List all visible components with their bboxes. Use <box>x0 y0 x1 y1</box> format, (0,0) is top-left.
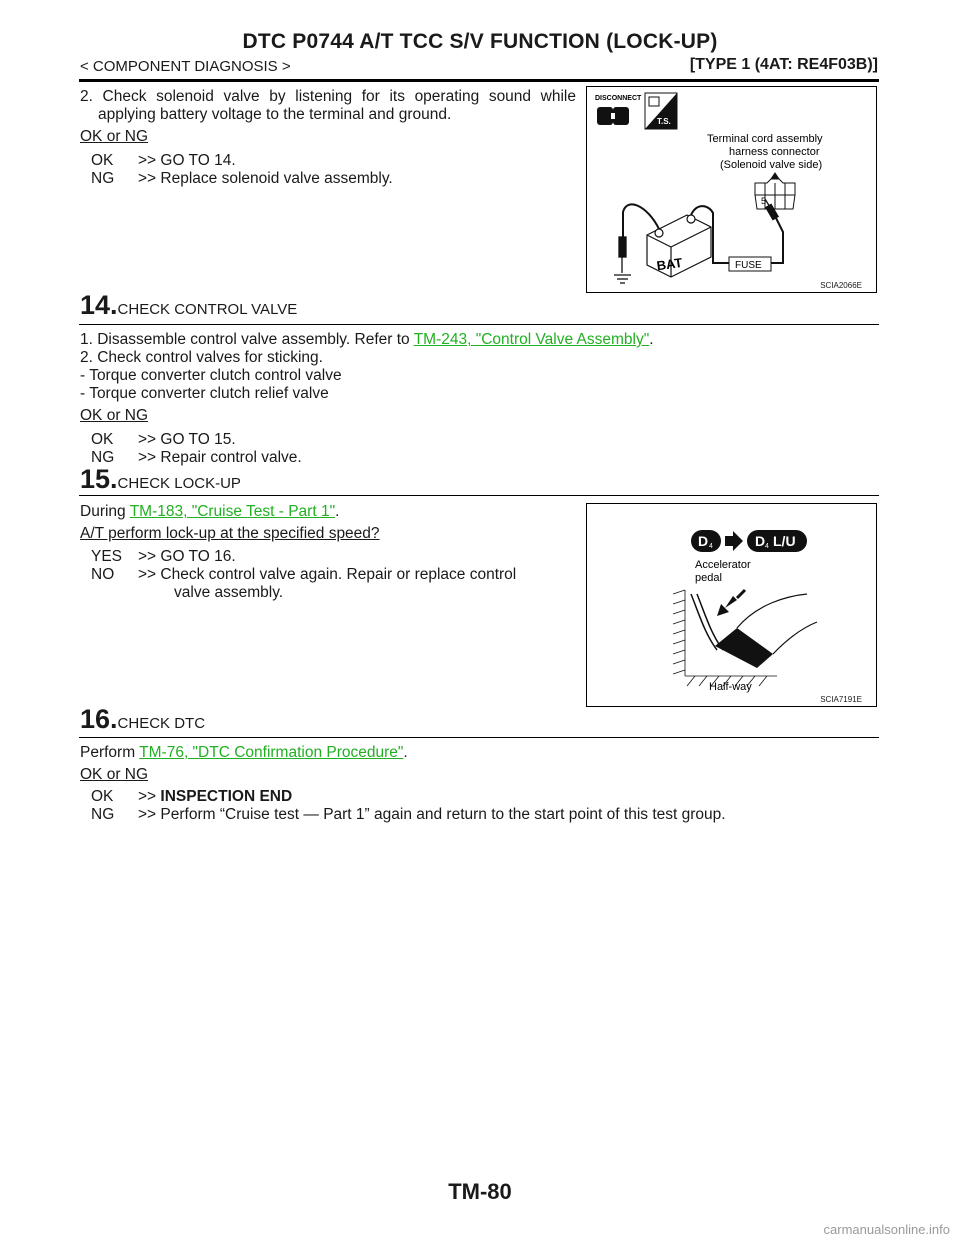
lu-badge <box>747 530 807 552</box>
figure2-code: SCIA7191E <box>820 695 862 704</box>
model-label: [TYPE 1 (4AT: RE4F03B)] <box>689 56 878 73</box>
step-15-during: During TM-183, "Cruise Test - Part 1". <box>80 503 340 520</box>
page-number: TM-80 <box>448 1179 512 1204</box>
d4-sub: 4 <box>709 543 713 550</box>
figure2-label-1: Accelerator <box>695 559 751 571</box>
step-14-line-4: - Torque converter clutch relief valve <box>80 385 329 402</box>
header-rule <box>79 79 879 82</box>
lu-sub: 4 <box>765 543 769 550</box>
lu-prefix: D <box>755 533 766 549</box>
step-16-ok-answer: OK >> INSPECTION END <box>91 788 293 805</box>
step-16-perform: Perform TM-76, "DTC Confirmation Procedure". <box>80 744 408 761</box>
dtc-confirmation-link[interactable]: TM-76, "DTC Confirmation Procedure" <box>139 744 404 761</box>
section-label: < COMPONENT DIAGNOSIS > <box>80 58 291 75</box>
solenoid-test-figure <box>586 86 877 293</box>
d4-label: D <box>698 533 709 549</box>
step-14-ok-answer: OK >> GO TO 15. <box>91 431 236 448</box>
step-14-line-2: 2. Check control valves for sticking. <box>80 349 323 366</box>
d4-badge <box>691 530 721 552</box>
step-15-yes-answer: YES >> GO TO 16. <box>91 548 236 565</box>
disconnect-connector-icon <box>597 107 629 125</box>
intro-question: OK or NG <box>80 128 149 145</box>
intro-ok-answer: OK >> GO TO 14. <box>91 152 236 169</box>
foot-icon <box>715 594 817 668</box>
terminal-number: 5 <box>761 196 767 206</box>
solenoid-test-diagram <box>587 87 876 292</box>
figure1-label-2: harness connector <box>729 146 820 158</box>
arrow-icon <box>725 531 743 551</box>
battery-label: BAT <box>655 254 684 274</box>
cruise-test-link[interactable]: TM-183, "Cruise Test - Part 1" <box>129 503 336 520</box>
step-14-line-1: 1. Disassemble control valve assembly. Refer to TM-243, "Control Valve Assembly". <box>80 331 654 348</box>
lockup-pedal-diagram <box>587 504 876 706</box>
step-14-rule <box>79 324 879 325</box>
ts-icon <box>645 93 677 129</box>
intro-line-2: applying battery voltage to the terminal and ground. <box>98 106 452 123</box>
step-16-question: OK or NG <box>80 766 149 783</box>
step-15-no-answer-cont: valve assembly. <box>174 584 284 601</box>
step-16-rule <box>79 737 879 738</box>
watermark: carmanualsonline.info <box>823 1222 950 1237</box>
fuse-icon <box>729 257 771 271</box>
intro-line-1: 2. Check solenoid valve by listening for its operating sound while <box>80 88 576 105</box>
control-valve-link[interactable]: TM-243, "Control Valve Assembly" <box>413 331 650 348</box>
figure2-label-2: pedal <box>695 572 722 584</box>
step-14-line-3: - Torque converter clutch control valve <box>80 367 342 384</box>
pedal-icon <box>691 594 723 650</box>
step-15-no-answer: NO >> Check control valve again. Repair or replace control <box>91 566 517 583</box>
step-16-ng-answer: NG >> Perform “Cruise test — Part 1” again and return to the start point of this test group. <box>91 806 726 823</box>
figure1-code: SCIA2066E <box>820 281 862 290</box>
intro-ng-answer: NG >> Replace solenoid valve assembly. <box>91 170 393 187</box>
step-14-ng-answer: NG >> Repair control valve. <box>91 449 302 466</box>
press-arrow-icon <box>717 590 745 616</box>
page-title: DTC P0744 A/T TCC S/V FUNCTION (LOCK-UP) <box>242 30 718 53</box>
ts-label: T.S. <box>657 117 671 126</box>
ground-probe <box>614 237 631 283</box>
fuse-label: FUSE <box>735 260 762 271</box>
figure2-label-3: Half-way <box>709 681 752 693</box>
step-14-question: OK or NG <box>80 407 149 424</box>
lockup-pedal-figure <box>586 503 877 707</box>
step-15-question: A/T perform lock-up at the specified speed? <box>80 525 380 542</box>
lu-label: L/U <box>773 533 796 549</box>
disconnect-label: DISCONNECT <box>595 95 642 102</box>
step-14-heading: 14.CHECK CONTROL VALVE <box>80 290 298 320</box>
figure1-label-1: Terminal cord assembly <box>707 133 823 145</box>
figure1-label-3: (Solenoid valve side) <box>720 159 823 171</box>
step-16-heading: 16.CHECK DTC <box>80 704 206 734</box>
step-15-heading: 15.CHECK LOCK-UP <box>80 464 241 494</box>
step-15-rule <box>79 495 879 496</box>
